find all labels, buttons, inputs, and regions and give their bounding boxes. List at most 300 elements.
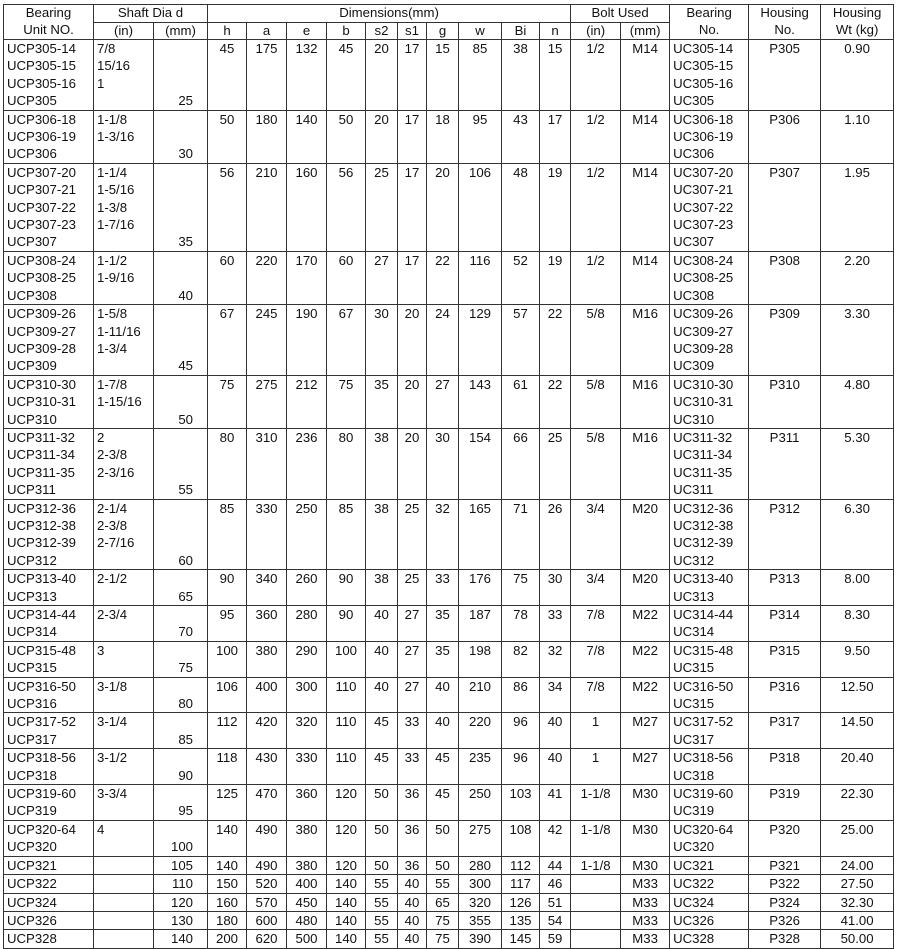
- cell-dim-b: 75: [327, 375, 366, 428]
- cell-dim-a: 175: [247, 40, 287, 111]
- cell-unit-no-line: UCP320: [7, 839, 57, 855]
- cell-dim-s1: 25: [398, 499, 427, 570]
- cell-dim-s2: 50: [366, 785, 398, 821]
- cell-dim-a: 520: [247, 875, 287, 893]
- cell-dim-g: 35: [427, 606, 459, 642]
- cell-unit-no-line: UCP316-50: [7, 678, 76, 694]
- cell-shaft-in-line: 3: [97, 642, 105, 658]
- cell-bearing-no-line: UC317: [673, 731, 715, 747]
- cell-unit-no: [4, 163, 94, 251]
- cell-dim-g: 55: [427, 875, 459, 893]
- cell-dim-n: 30: [540, 570, 571, 606]
- cell-housing-no: P307: [749, 163, 821, 251]
- cell-unit-no-line: UCP319-60: [7, 786, 76, 802]
- cell-housing-wt: 14.50: [821, 713, 894, 749]
- header-housing-no: Housing No.: [749, 5, 821, 40]
- cell-shaft-in: [94, 749, 154, 785]
- header-dim-n: n: [540, 22, 571, 40]
- cell-dim-n: 22: [540, 305, 571, 376]
- cell-unit-no-line: UCP310-30: [7, 376, 76, 392]
- cell-dim-a: 310: [247, 428, 287, 499]
- cell-dim-s1: 17: [398, 40, 427, 111]
- cell-bearing-no-line: UC313-40: [673, 571, 734, 587]
- cell-dim-bi: 48: [502, 163, 540, 251]
- cell-dim-n: 34: [540, 677, 571, 713]
- cell-bearing-no-line: UC313: [673, 588, 715, 604]
- cell-shaft-in: [94, 785, 154, 821]
- cell-shaft-mm: [154, 428, 208, 499]
- cell-unit-no-line: UCP311-35: [7, 464, 75, 480]
- cell-dim-bi: 66: [502, 428, 540, 499]
- cell-bolt-in: 1/2: [571, 163, 621, 251]
- cell-bearing-no-line: UC310-30: [673, 376, 734, 392]
- cell-dim-h: 106: [208, 677, 247, 713]
- cell-dim-n: 26: [540, 499, 571, 570]
- cell-shaft-mm: [154, 570, 208, 606]
- header-dim-b: b: [327, 22, 366, 40]
- cell-bolt-mm: M33: [621, 930, 670, 948]
- cell-dim-b: 100: [327, 641, 366, 677]
- cell-unit-no-line: UCP310-31: [7, 394, 76, 410]
- cell-bolt-mm: M20: [621, 570, 670, 606]
- cell-shaft-in-line: 2-3/16: [97, 464, 135, 480]
- cell-housing-no: P310: [749, 375, 821, 428]
- cell-unit-no-line: UCP328: [7, 931, 57, 947]
- cell-housing-wt: 22.30: [821, 785, 894, 821]
- cell-shaft-mm-value: 35: [178, 234, 193, 250]
- cell-shaft-mm-value: 90: [178, 767, 193, 783]
- cell-dim-s2: 45: [366, 713, 398, 749]
- cell-bearing-no: [670, 893, 749, 911]
- cell-dim-w: 165: [459, 499, 502, 570]
- cell-unit-no-line: UCP307-21: [7, 182, 76, 198]
- cell-shaft-mm-value: 55: [178, 482, 193, 498]
- cell-dim-s1: 17: [398, 163, 427, 251]
- cell-dim-bi: 57: [502, 305, 540, 376]
- cell-dim-h: 50: [208, 110, 247, 163]
- cell-bearing-no-line: UC311: [673, 482, 714, 498]
- cell-housing-no: P328: [749, 930, 821, 948]
- cell-dim-s2: 20: [366, 40, 398, 111]
- cell-dim-b: 140: [327, 930, 366, 948]
- cell-bolt-in: 1-1/8: [571, 785, 621, 821]
- cell-bearing-no-line: UC311-32: [673, 429, 733, 445]
- cell-bearing-no: [670, 749, 749, 785]
- cell-bearing-no: [670, 305, 749, 376]
- cell-dim-s1: 27: [398, 641, 427, 677]
- cell-shaft-mm: [154, 785, 208, 821]
- cell-bearing-no-line: UC305-15: [673, 58, 734, 74]
- cell-bolt-in: 1-1/8: [571, 856, 621, 874]
- cell-housing-wt: 20.40: [821, 749, 894, 785]
- cell-bearing-no: [670, 856, 749, 874]
- cell-unit-no-line: UCP321: [7, 857, 57, 873]
- header-housing-wt: Housing Wt (kg): [821, 5, 894, 40]
- cell-dim-g: 32: [427, 499, 459, 570]
- cell-bolt-in: 1/2: [571, 40, 621, 111]
- cell-shaft-in: [94, 110, 154, 163]
- cell-dim-n: 15: [540, 40, 571, 111]
- cell-dim-bi: 135: [502, 911, 540, 929]
- cell-bolt-in: 1: [571, 749, 621, 785]
- cell-dim-g: 20: [427, 163, 459, 251]
- cell-bearing-no-line: UC308-24: [673, 252, 734, 268]
- cell-shaft-in: [94, 677, 154, 713]
- table-row: [4, 110, 894, 163]
- cell-bearing-no: [670, 930, 749, 948]
- cell-unit-no-line: UCP307-20: [7, 164, 76, 180]
- cell-shaft-mm-value: 60: [178, 552, 193, 568]
- cell-bearing-no: [670, 641, 749, 677]
- cell-shaft-mm: [154, 893, 208, 911]
- cell-bearing-no-line: UC321: [673, 857, 715, 873]
- cell-dim-n: 41: [540, 785, 571, 821]
- cell-shaft-in-line: 1-5/16: [97, 182, 135, 198]
- cell-dim-b: 85: [327, 499, 366, 570]
- cell-dim-e: 160: [287, 163, 327, 251]
- cell-bolt-mm: M30: [621, 820, 670, 856]
- cell-dim-e: 236: [287, 428, 327, 499]
- cell-dim-a: 340: [247, 570, 287, 606]
- cell-bearing-no: [670, 606, 749, 642]
- cell-shaft-in-line: 1-1/2: [97, 252, 128, 268]
- cell-bearing-no: [670, 40, 749, 111]
- cell-dim-g: 30: [427, 428, 459, 499]
- cell-unit-no-line: UCP311-34: [7, 447, 75, 463]
- cell-dim-bi: 103: [502, 785, 540, 821]
- cell-dim-s2: 40: [366, 641, 398, 677]
- cell-shaft-in-line: 1-7/16: [97, 217, 135, 233]
- table-row: [4, 305, 894, 376]
- cell-housing-no: P313: [749, 570, 821, 606]
- cell-shaft-mm: [154, 930, 208, 948]
- cell-dim-b: 50: [327, 110, 366, 163]
- header-dim-h: h: [208, 22, 247, 40]
- cell-unit-no-line: UCP315-48: [7, 642, 76, 658]
- cell-unit-no-line: UCP309-28: [7, 340, 76, 356]
- table-row: [4, 251, 894, 304]
- cell-dim-s2: 27: [366, 251, 398, 304]
- cell-bearing-no-line: UC312-39: [673, 535, 734, 551]
- cell-shaft-in: [94, 911, 154, 929]
- cell-bolt-mm: M16: [621, 428, 670, 499]
- cell-shaft-in-line: 1-5/8: [97, 306, 128, 322]
- cell-dim-e: 380: [287, 820, 327, 856]
- cell-bearing-no: [670, 785, 749, 821]
- cell-dim-h: 85: [208, 499, 247, 570]
- cell-housing-wt: 12.50: [821, 677, 894, 713]
- cell-bearing-no-line: UC307: [673, 234, 715, 250]
- cell-dim-e: 400: [287, 875, 327, 893]
- header-dim-g: g: [427, 22, 459, 40]
- cell-unit-no-line: UCP326: [7, 912, 57, 928]
- cell-unit-no: [4, 499, 94, 570]
- cell-shaft-in-line: 15/16: [97, 58, 131, 74]
- cell-dim-b: 56: [327, 163, 366, 251]
- cell-shaft-in-line: 2-1/2: [97, 571, 128, 587]
- cell-dim-e: 380: [287, 856, 327, 874]
- cell-bearing-no-line: UC322: [673, 876, 715, 892]
- cell-dim-w: 300: [459, 875, 502, 893]
- cell-bearing-no-line: UC314: [673, 624, 715, 640]
- cell-unit-no: [4, 570, 94, 606]
- cell-shaft-mm: [154, 163, 208, 251]
- table-row: [4, 40, 894, 111]
- cell-dim-g: 24: [427, 305, 459, 376]
- cell-bearing-no-line: UC308-25: [673, 270, 734, 286]
- cell-bolt-in: 5/8: [571, 428, 621, 499]
- cell-shaft-mm: [154, 749, 208, 785]
- cell-housing-wt: 2.20: [821, 251, 894, 304]
- cell-dim-b: 80: [327, 428, 366, 499]
- cell-shaft-in-line: 2-3/8: [97, 447, 128, 463]
- cell-housing-wt: 9.50: [821, 641, 894, 677]
- cell-shaft-mm-value: 45: [178, 358, 193, 374]
- cell-dim-g: 22: [427, 251, 459, 304]
- cell-dim-n: 19: [540, 251, 571, 304]
- cell-dim-n: 19: [540, 163, 571, 251]
- cell-dim-a: 330: [247, 499, 287, 570]
- cell-dim-h: 140: [208, 820, 247, 856]
- cell-bolt-mm: M30: [621, 856, 670, 874]
- cell-unit-no-line: UCP314-44: [7, 607, 76, 622]
- cell-bolt-in: 7/8: [571, 677, 621, 713]
- cell-shaft-mm-value: 70: [178, 624, 193, 640]
- cell-dim-s2: 55: [366, 930, 398, 948]
- header-bolt-mm: (mm): [621, 22, 670, 40]
- cell-housing-wt: 24.00: [821, 856, 894, 874]
- table-row: [4, 875, 894, 893]
- cell-dim-g: 18: [427, 110, 459, 163]
- cell-unit-no-line: UCP313: [7, 588, 57, 604]
- cell-dim-s1: 17: [398, 110, 427, 163]
- cell-bearing-no-line: UC311-35: [673, 464, 733, 480]
- cell-shaft-mm: [154, 40, 208, 111]
- cell-bearing-no-line: UC309-26: [673, 306, 734, 322]
- cell-dim-w: 95: [459, 110, 502, 163]
- cell-shaft-mm-value: 110: [171, 876, 193, 892]
- cell-dim-s1: 36: [398, 856, 427, 874]
- cell-shaft-in-line: 2-7/16: [97, 535, 135, 551]
- cell-dim-bi: 96: [502, 713, 540, 749]
- cell-dim-s2: 38: [366, 570, 398, 606]
- cell-dim-w: 198: [459, 641, 502, 677]
- cell-dim-s1: 36: [398, 820, 427, 856]
- cell-dim-h: 95: [208, 606, 247, 642]
- cell-unit-no: [4, 875, 94, 893]
- cell-dim-e: 480: [287, 911, 327, 929]
- cell-bearing-no-line: UC319-60: [673, 786, 734, 802]
- cell-housing-no: P314: [749, 606, 821, 642]
- table-row: [4, 749, 894, 785]
- cell-dim-w: 320: [459, 893, 502, 911]
- cell-dim-h: 56: [208, 163, 247, 251]
- cell-bearing-no-line: UC306-18: [673, 111, 734, 127]
- header-dimensions: Dimensions(mm): [208, 5, 571, 23]
- cell-unit-no-line: UCP317-52: [7, 714, 76, 730]
- table-row: [4, 911, 894, 929]
- cell-shaft-mm-value: 130: [170, 912, 193, 928]
- cell-unit-no: [4, 677, 94, 713]
- cell-bolt-mm: M14: [621, 40, 670, 111]
- cell-dim-g: 75: [427, 911, 459, 929]
- cell-housing-no: P322: [749, 875, 821, 893]
- cell-shaft-in-line: 7/8: [97, 41, 116, 56]
- cell-unit-no: [4, 749, 94, 785]
- cell-bolt-mm: M33: [621, 893, 670, 911]
- cell-unit-no-line: UCP306-19: [7, 129, 76, 145]
- cell-dim-s2: 38: [366, 428, 398, 499]
- cell-dim-n: 33: [540, 606, 571, 642]
- cell-dim-s1: 40: [398, 875, 427, 893]
- cell-shaft-in: [94, 163, 154, 251]
- cell-unit-no-line: UCP305: [7, 93, 57, 109]
- cell-shaft-in-line: 3-1/4: [97, 714, 128, 730]
- cell-dim-a: 420: [247, 713, 287, 749]
- cell-dim-n: 54: [540, 911, 571, 929]
- cell-housing-wt: 0.90: [821, 40, 894, 111]
- cell-shaft-in-line: 1-1/8: [97, 111, 128, 127]
- cell-unit-no: [4, 40, 94, 111]
- cell-dim-w: 187: [459, 606, 502, 642]
- cell-unit-no: [4, 110, 94, 163]
- cell-housing-no: P312: [749, 499, 821, 570]
- cell-dim-s1: 27: [398, 606, 427, 642]
- cell-dim-s2: 45: [366, 749, 398, 785]
- cell-unit-no-line: UCP311-32: [7, 429, 75, 445]
- cell-dim-a: 490: [247, 820, 287, 856]
- cell-unit-no: [4, 606, 94, 642]
- cell-bearing-no: [670, 110, 749, 163]
- cell-dim-bi: 96: [502, 749, 540, 785]
- cell-shaft-mm-value: 105: [170, 857, 193, 873]
- cell-bearing-no: [670, 163, 749, 251]
- cell-unit-no-line: UCP307-22: [7, 199, 76, 215]
- cell-dim-e: 320: [287, 713, 327, 749]
- cell-dim-s2: 55: [366, 893, 398, 911]
- cell-dim-e: 170: [287, 251, 327, 304]
- cell-shaft-in-line: 4: [97, 821, 105, 837]
- cell-dim-h: 90: [208, 570, 247, 606]
- cell-dim-a: 400: [247, 677, 287, 713]
- cell-bearing-no-line: UC315: [673, 696, 715, 712]
- cell-housing-no: P315: [749, 641, 821, 677]
- cell-unit-no: [4, 641, 94, 677]
- cell-housing-no: P317: [749, 713, 821, 749]
- cell-dim-h: 60: [208, 251, 247, 304]
- cell-unit-no: [4, 428, 94, 499]
- cell-dim-b: 140: [327, 893, 366, 911]
- cell-dim-b: 67: [327, 305, 366, 376]
- cell-dim-e: 140: [287, 110, 327, 163]
- cell-bolt-mm: M14: [621, 251, 670, 304]
- cell-dim-bi: 126: [502, 893, 540, 911]
- cell-dim-g: 65: [427, 893, 459, 911]
- header-dim-s1: s1: [398, 22, 427, 40]
- cell-bearing-no-line: UC315: [673, 660, 715, 676]
- table-row: [4, 570, 894, 606]
- cell-dim-n: 40: [540, 713, 571, 749]
- cell-shaft-in: [94, 820, 154, 856]
- cell-dim-a: 570: [247, 893, 287, 911]
- cell-unit-no: [4, 856, 94, 874]
- cell-dim-e: 280: [287, 606, 327, 642]
- cell-dim-g: 45: [427, 749, 459, 785]
- cell-shaft-mm: [154, 499, 208, 570]
- cell-dim-e: 132: [287, 40, 327, 111]
- cell-bearing-no-line: UC307-22: [673, 199, 734, 215]
- cell-shaft-in: [94, 570, 154, 606]
- cell-bearing-no-line: UC311-34: [673, 447, 733, 463]
- cell-shaft-in: [94, 641, 154, 677]
- cell-dim-b: 90: [327, 570, 366, 606]
- cell-unit-no-line: UCP309-26: [7, 306, 76, 322]
- header-shaft-mm: (mm): [154, 22, 208, 40]
- cell-bearing-no: [670, 820, 749, 856]
- table-row: [4, 713, 894, 749]
- table-row: [4, 893, 894, 911]
- cell-unit-no-line: UCP305-14: [7, 41, 76, 56]
- cell-unit-no-line: UCP306-18: [7, 111, 76, 127]
- cell-dim-w: 106: [459, 163, 502, 251]
- cell-unit-no-line: UCP317: [7, 731, 57, 747]
- cell-bearing-no: [670, 713, 749, 749]
- cell-shaft-in: [94, 875, 154, 893]
- cell-dim-bi: 52: [502, 251, 540, 304]
- cell-housing-no: P308: [749, 251, 821, 304]
- cell-dim-h: 160: [208, 893, 247, 911]
- cell-housing-no: P309: [749, 305, 821, 376]
- cell-bearing-no-line: UC314-44: [673, 607, 734, 622]
- cell-dim-s1: 40: [398, 893, 427, 911]
- cell-dim-g: 27: [427, 375, 459, 428]
- cell-dim-s1: 27: [398, 677, 427, 713]
- cell-shaft-mm-value: 80: [178, 696, 193, 712]
- cell-dim-b: 120: [327, 820, 366, 856]
- table-body: [4, 40, 894, 949]
- cell-shaft-mm-value: 65: [178, 588, 193, 604]
- cell-bolt-in: [571, 911, 621, 929]
- cell-dim-w: 280: [459, 856, 502, 874]
- cell-shaft-mm: [154, 911, 208, 929]
- cell-shaft-mm: [154, 251, 208, 304]
- cell-bolt-in: [571, 875, 621, 893]
- cell-dim-s2: 50: [366, 820, 398, 856]
- cell-unit-no-line: UCP316: [7, 696, 57, 712]
- cell-bearing-no-line: UC310: [673, 411, 715, 427]
- cell-shaft-in-line: 1-3/16: [97, 129, 135, 145]
- cell-unit-no: [4, 713, 94, 749]
- cell-bearing-no-line: UC312-36: [673, 500, 734, 516]
- cell-bearing-no-line: UC305-16: [673, 75, 734, 91]
- cell-shaft-in-line: 3-1/8: [97, 678, 128, 694]
- cell-shaft-mm: [154, 677, 208, 713]
- cell-housing-wt: 5.30: [821, 428, 894, 499]
- cell-dim-bi: 145: [502, 930, 540, 948]
- cell-bearing-no-line: UC306: [673, 146, 715, 162]
- cell-bolt-in: 5/8: [571, 375, 621, 428]
- cell-shaft-in-line: 1-3/4: [97, 340, 128, 356]
- table-row: [4, 820, 894, 856]
- cell-dim-b: 90: [327, 606, 366, 642]
- cell-dim-e: 190: [287, 305, 327, 376]
- cell-bearing-no-line: UC307-23: [673, 217, 734, 233]
- cell-bolt-mm: M33: [621, 875, 670, 893]
- cell-housing-wt: 4.80: [821, 375, 894, 428]
- cell-dim-b: 120: [327, 856, 366, 874]
- cell-dim-e: 500: [287, 930, 327, 948]
- cell-bearing-no: [670, 251, 749, 304]
